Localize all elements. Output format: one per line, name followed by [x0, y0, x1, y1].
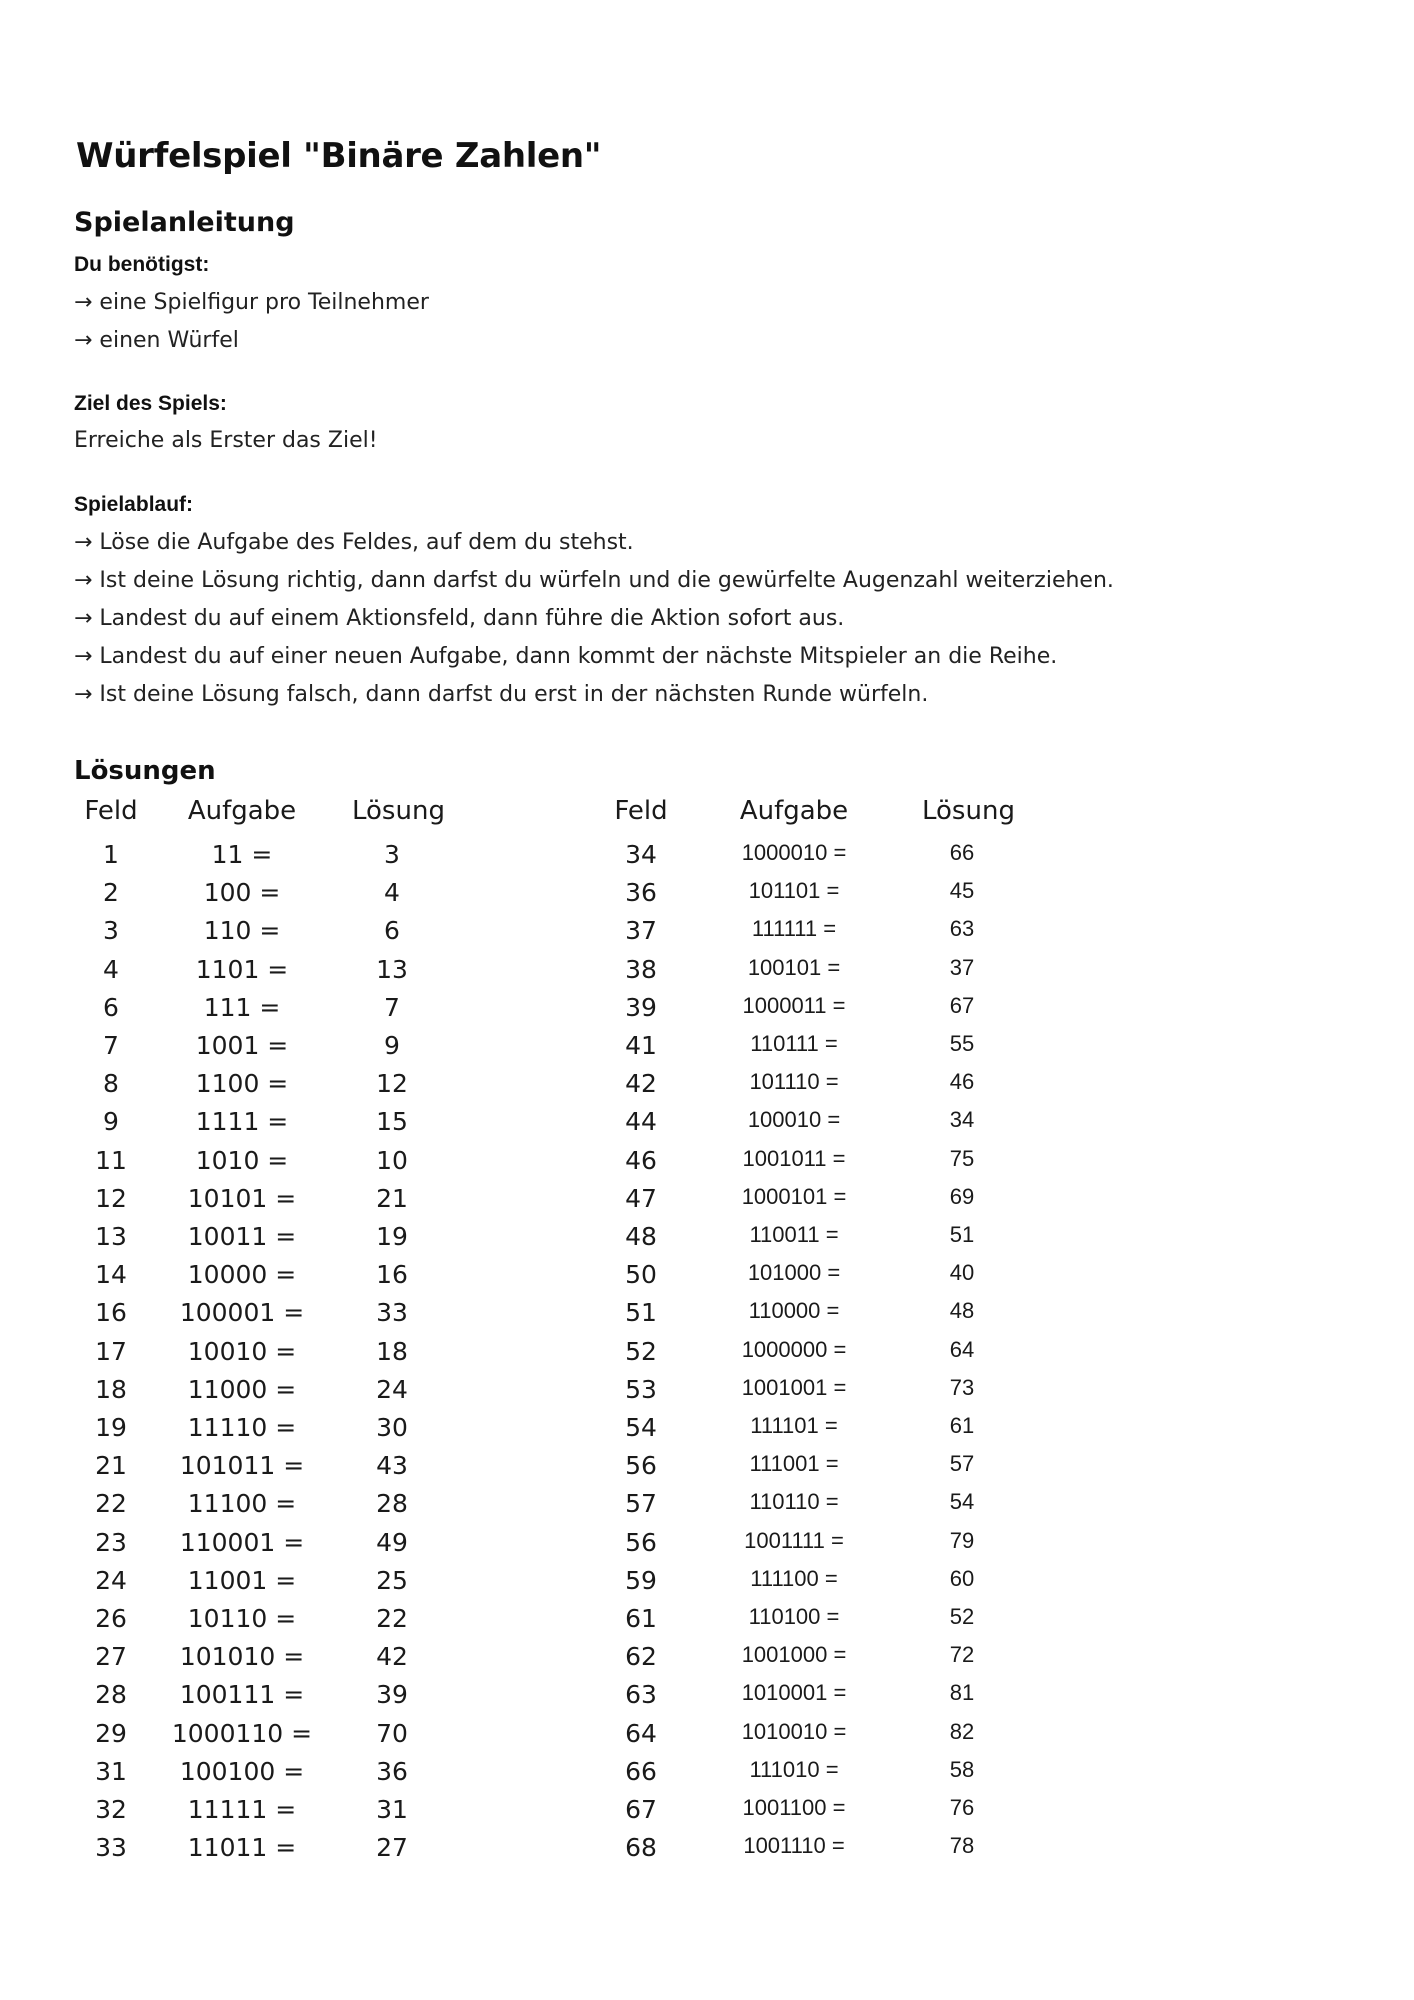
- table-cell-task: 10000 =: [187, 1260, 297, 1290]
- table-cell-task: 111001 =: [749, 1451, 839, 1477]
- table-cell-task: 1001001 =: [741, 1374, 847, 1400]
- table-cell-task: 1000010 =: [741, 840, 847, 865]
- table-cell-task: 110100 =: [748, 1604, 840, 1629]
- table-cell-feld: 28: [95, 1680, 127, 1710]
- table-cell-task: 1010 =: [195, 1145, 289, 1175]
- table-cell-task: 101110 =: [749, 1069, 839, 1095]
- table-cell-task: 1010001 =: [741, 1680, 847, 1706]
- table-cell-feld: 6: [103, 992, 119, 1022]
- table-cell-feld: 8: [103, 1069, 119, 1099]
- table-cell-sol: 22: [376, 1604, 408, 1633]
- table-cell-sol: 40: [949, 1260, 975, 1286]
- table-cell-sol: 69: [949, 1183, 975, 1209]
- table-cell-task: 10010 =: [187, 1336, 297, 1366]
- table-cell-feld: 33: [95, 1833, 127, 1863]
- table-cell-feld: 63: [625, 1680, 657, 1710]
- table-cell-feld: 17: [95, 1336, 127, 1366]
- table-cell-sol: 34: [949, 1107, 975, 1133]
- table-cell-sol: 25: [376, 1565, 408, 1595]
- table-cell-sol: 72: [949, 1642, 975, 1668]
- table-cell-feld: 51: [625, 1298, 657, 1328]
- table-cell-feld: 23: [95, 1527, 127, 1557]
- table-cell-sol: 75: [949, 1145, 975, 1171]
- table-cell-task: 11001 =: [187, 1565, 297, 1595]
- table-cell-task: 111 =: [203, 992, 281, 1022]
- table-cell-task: 11111 =: [187, 1795, 297, 1824]
- table-cell-feld: 11: [95, 1145, 127, 1175]
- table-cell-feld: 46: [625, 1145, 657, 1175]
- table-cell-task: 1001100 =: [742, 1795, 846, 1820]
- table-cell-feld: 27: [95, 1642, 127, 1672]
- table-cell-feld: 39: [625, 992, 657, 1022]
- need-item: → eine Spielfigur pro Teilnehmer: [74, 290, 429, 315]
- table-cell-task: 1000110 =: [171, 1718, 313, 1748]
- flow-item: → Landest du auf einem Aktionsfeld, dann führe die Aktion sofort aus.: [74, 606, 845, 631]
- table-cell-sol: 36: [376, 1756, 408, 1786]
- table-cell-sol: 70: [376, 1718, 408, 1748]
- table-cell-feld: 53: [625, 1374, 657, 1404]
- table-cell-feld: 12: [95, 1183, 127, 1213]
- flow-item: → Landest du auf einer neuen Aufgabe, dann kommt der nächste Mitspieler an die Reihe.: [74, 644, 1058, 669]
- table-cell-sol: 42: [376, 1642, 408, 1672]
- table-cell-task: 11100 =: [187, 1489, 297, 1519]
- table-cell-sol: 9: [384, 1031, 400, 1060]
- table-cell-task: 11 =: [211, 840, 273, 869]
- table-cell-sol: 55: [949, 1031, 975, 1056]
- table-cell-sol: 48: [949, 1298, 975, 1324]
- table-cell-sol: 57: [949, 1451, 975, 1477]
- table-cell-feld: 61: [625, 1604, 657, 1633]
- table-cell-sol: 52: [949, 1604, 975, 1629]
- table-cell-feld: 14: [95, 1260, 127, 1290]
- table-cell-feld: 44: [625, 1107, 657, 1137]
- table-cell-feld: 2: [103, 878, 119, 908]
- table-cell-task: 100 =: [203, 878, 281, 908]
- flow-item: → Ist deine Lösung falsch, dann darfst du erst in der nächsten Runde würfeln.: [74, 682, 929, 707]
- table-cell-sol: 21: [376, 1183, 408, 1213]
- table-cell-task: 10110 =: [187, 1604, 297, 1633]
- table-cell-task: 111111 =: [751, 916, 837, 942]
- table-cell-sol: 19: [376, 1222, 408, 1251]
- table-cell-sol: 67: [949, 992, 975, 1018]
- table-cell-feld: 54: [625, 1413, 657, 1442]
- flow-item: → Ist deine Lösung richtig, dann darfst du würfeln und die gewürfelte Augenzahl weiterziehen.: [74, 568, 1114, 593]
- solutions-heading: Lösungen: [74, 756, 216, 786]
- table-cell-feld: 32: [95, 1795, 127, 1824]
- table-cell-feld: 22: [95, 1489, 127, 1519]
- table-cell-sol: 33: [376, 1298, 408, 1328]
- table-cell-feld: 50: [625, 1260, 657, 1290]
- table-cell-task: 1001111 =: [744, 1527, 844, 1553]
- table-cell-sol: 60: [949, 1565, 975, 1591]
- table-cell-sol: 43: [376, 1451, 408, 1481]
- goal-heading: Ziel des Spiels:: [74, 392, 227, 415]
- table-cell-feld: 41: [625, 1031, 657, 1060]
- goal-text: Erreiche als Erster das Ziel!: [74, 428, 378, 453]
- table-cell-feld: 21: [95, 1451, 127, 1481]
- need-heading: Du benötigst:: [74, 253, 210, 276]
- table-cell-task: 11011 =: [187, 1833, 297, 1863]
- table-cell-feld: 64: [625, 1718, 657, 1748]
- table-cell-sol: 7: [384, 992, 400, 1022]
- table-cell-task: 1000011 =: [742, 992, 846, 1018]
- table-cell-sol: 37: [949, 954, 975, 980]
- table-cell-task: 1001110 =: [743, 1833, 845, 1859]
- table-cell-task: 111100 =: [750, 1565, 838, 1591]
- table-cell-feld: 68: [625, 1833, 657, 1863]
- table-cell-task: 110 =: [203, 916, 281, 946]
- table-cell-sol: 63: [949, 916, 975, 942]
- column-header-task: Aufgabe: [739, 796, 849, 826]
- table-cell-sol: 61: [949, 1413, 975, 1438]
- table-cell-feld: 56: [625, 1451, 657, 1481]
- table-cell-sol: 81: [949, 1680, 975, 1706]
- table-cell-sol: 28: [376, 1489, 408, 1519]
- table-cell-feld: 52: [625, 1336, 657, 1366]
- table-cell-task: 101000 =: [747, 1260, 841, 1286]
- table-cell-task: 111101 =: [750, 1413, 838, 1438]
- table-cell-sol: 82: [949, 1718, 975, 1744]
- table-cell-feld: 34: [625, 840, 657, 869]
- table-cell-task: 101101 =: [748, 878, 840, 904]
- table-cell-sol: 15: [376, 1107, 408, 1137]
- table-cell-task: 110011 =: [749, 1222, 839, 1247]
- table-cell-feld: 38: [625, 954, 657, 984]
- table-cell-task: 110000 =: [748, 1298, 840, 1324]
- column-header-sol: Lösung: [922, 796, 1015, 826]
- table-cell-task: 10101 =: [187, 1183, 297, 1213]
- column-header-task: Aufgabe: [187, 796, 297, 826]
- table-cell-task: 110110 =: [749, 1489, 839, 1515]
- table-cell-feld: 66: [625, 1756, 657, 1786]
- table-cell-feld: 56: [625, 1527, 657, 1557]
- table-cell-sol: 16: [376, 1260, 408, 1290]
- table-cell-sol: 76: [949, 1795, 975, 1820]
- table-cell-feld: 47: [625, 1183, 657, 1213]
- table-cell-feld: 9: [103, 1107, 119, 1137]
- table-cell-feld: 26: [95, 1604, 127, 1633]
- instructions-heading: Spielanleitung: [74, 207, 295, 238]
- table-cell-task: 100101 =: [747, 954, 841, 980]
- table-cell-task: 110111 =: [750, 1031, 838, 1056]
- table-cell-sol: 58: [949, 1756, 975, 1782]
- table-cell-sol: 66: [949, 840, 975, 865]
- table-cell-sol: 6: [384, 916, 400, 946]
- table-cell-sol: 45: [949, 878, 975, 904]
- table-cell-sol: 73: [949, 1374, 975, 1400]
- table-cell-task: 100111 =: [179, 1680, 305, 1710]
- table-cell-sol: 39: [376, 1680, 408, 1710]
- table-cell-feld: 1: [103, 840, 119, 869]
- table-cell-task: 10011 =: [187, 1222, 297, 1251]
- table-cell-task: 1101 =: [195, 954, 289, 984]
- table-cell-feld: 13: [95, 1222, 127, 1251]
- table-cell-sol: 3: [384, 840, 400, 869]
- table-cell-feld: 31: [95, 1756, 127, 1786]
- table-cell-feld: 67: [625, 1795, 657, 1824]
- table-cell-task: 111010 =: [749, 1756, 839, 1782]
- flow-item: → Löse die Aufgabe des Feldes, auf dem du stehst.: [74, 530, 634, 555]
- table-cell-task: 101011 =: [179, 1451, 305, 1481]
- table-cell-feld: 36: [625, 878, 657, 908]
- table-cell-task: 100100 =: [179, 1756, 305, 1786]
- table-cell-feld: 19: [95, 1413, 127, 1442]
- table-cell-task: 1001 =: [195, 1031, 289, 1060]
- table-cell-task: 1100 =: [195, 1069, 289, 1099]
- table-cell-task: 1111 =: [195, 1107, 289, 1137]
- table-cell-sol: 27: [376, 1833, 408, 1863]
- page-title: Würfelspiel "Binäre Zahlen": [76, 136, 602, 176]
- column-header-feld: Feld: [84, 796, 138, 826]
- table-cell-task: 11000 =: [187, 1374, 297, 1404]
- table-cell-sol: 12: [376, 1069, 408, 1099]
- table-cell-task: 101010 =: [179, 1642, 305, 1672]
- table-cell-task: 100010 =: [747, 1107, 841, 1133]
- table-cell-task: 1010010 =: [741, 1718, 847, 1744]
- table-cell-feld: 29: [95, 1718, 127, 1748]
- table-cell-sol: 78: [949, 1833, 975, 1859]
- table-cell-feld: 16: [95, 1298, 127, 1328]
- table-cell-feld: 18: [95, 1374, 127, 1404]
- table-cell-task: 11110 =: [187, 1413, 297, 1442]
- table-cell-sol: 79: [949, 1527, 975, 1553]
- flow-heading: Spielablauf:: [74, 493, 194, 516]
- table-cell-task: 1000000 =: [741, 1336, 847, 1362]
- table-cell-feld: 42: [625, 1069, 657, 1099]
- table-cell-sol: 46: [949, 1069, 975, 1095]
- table-cell-feld: 4: [103, 954, 119, 984]
- need-item: → einen Würfel: [74, 328, 239, 353]
- table-cell-sol: 18: [376, 1336, 408, 1366]
- column-header-feld: Feld: [614, 796, 668, 826]
- table-cell-task: 1001000 =: [741, 1642, 847, 1668]
- table-cell-sol: 13: [376, 954, 408, 984]
- table-cell-task: 1001011 =: [742, 1145, 846, 1171]
- table-cell-sol: 51: [949, 1222, 975, 1247]
- table-cell-sol: 30: [376, 1413, 408, 1442]
- table-cell-sol: 10: [376, 1145, 408, 1175]
- table-cell-feld: 59: [625, 1565, 657, 1595]
- table-cell-feld: 57: [625, 1489, 657, 1519]
- table-cell-task: 1000101 =: [741, 1183, 847, 1209]
- table-cell-sol: 54: [949, 1489, 975, 1515]
- column-header-sol: Lösung: [352, 796, 445, 826]
- table-cell-sol: 49: [376, 1527, 408, 1557]
- table-cell-sol: 4: [384, 878, 400, 908]
- table-cell-sol: 64: [949, 1336, 975, 1362]
- table-cell-sol: 24: [376, 1374, 408, 1404]
- table-cell-feld: 3: [103, 916, 119, 946]
- table-cell-task: 100001 =: [179, 1298, 305, 1328]
- table-cell-sol: 31: [376, 1795, 408, 1824]
- table-cell-feld: 37: [625, 916, 657, 946]
- table-cell-feld: 48: [625, 1222, 657, 1251]
- table-cell-feld: 62: [625, 1642, 657, 1672]
- table-cell-feld: 24: [95, 1565, 127, 1595]
- table-cell-task: 110001 =: [179, 1527, 305, 1557]
- table-cell-feld: 7: [103, 1031, 119, 1060]
